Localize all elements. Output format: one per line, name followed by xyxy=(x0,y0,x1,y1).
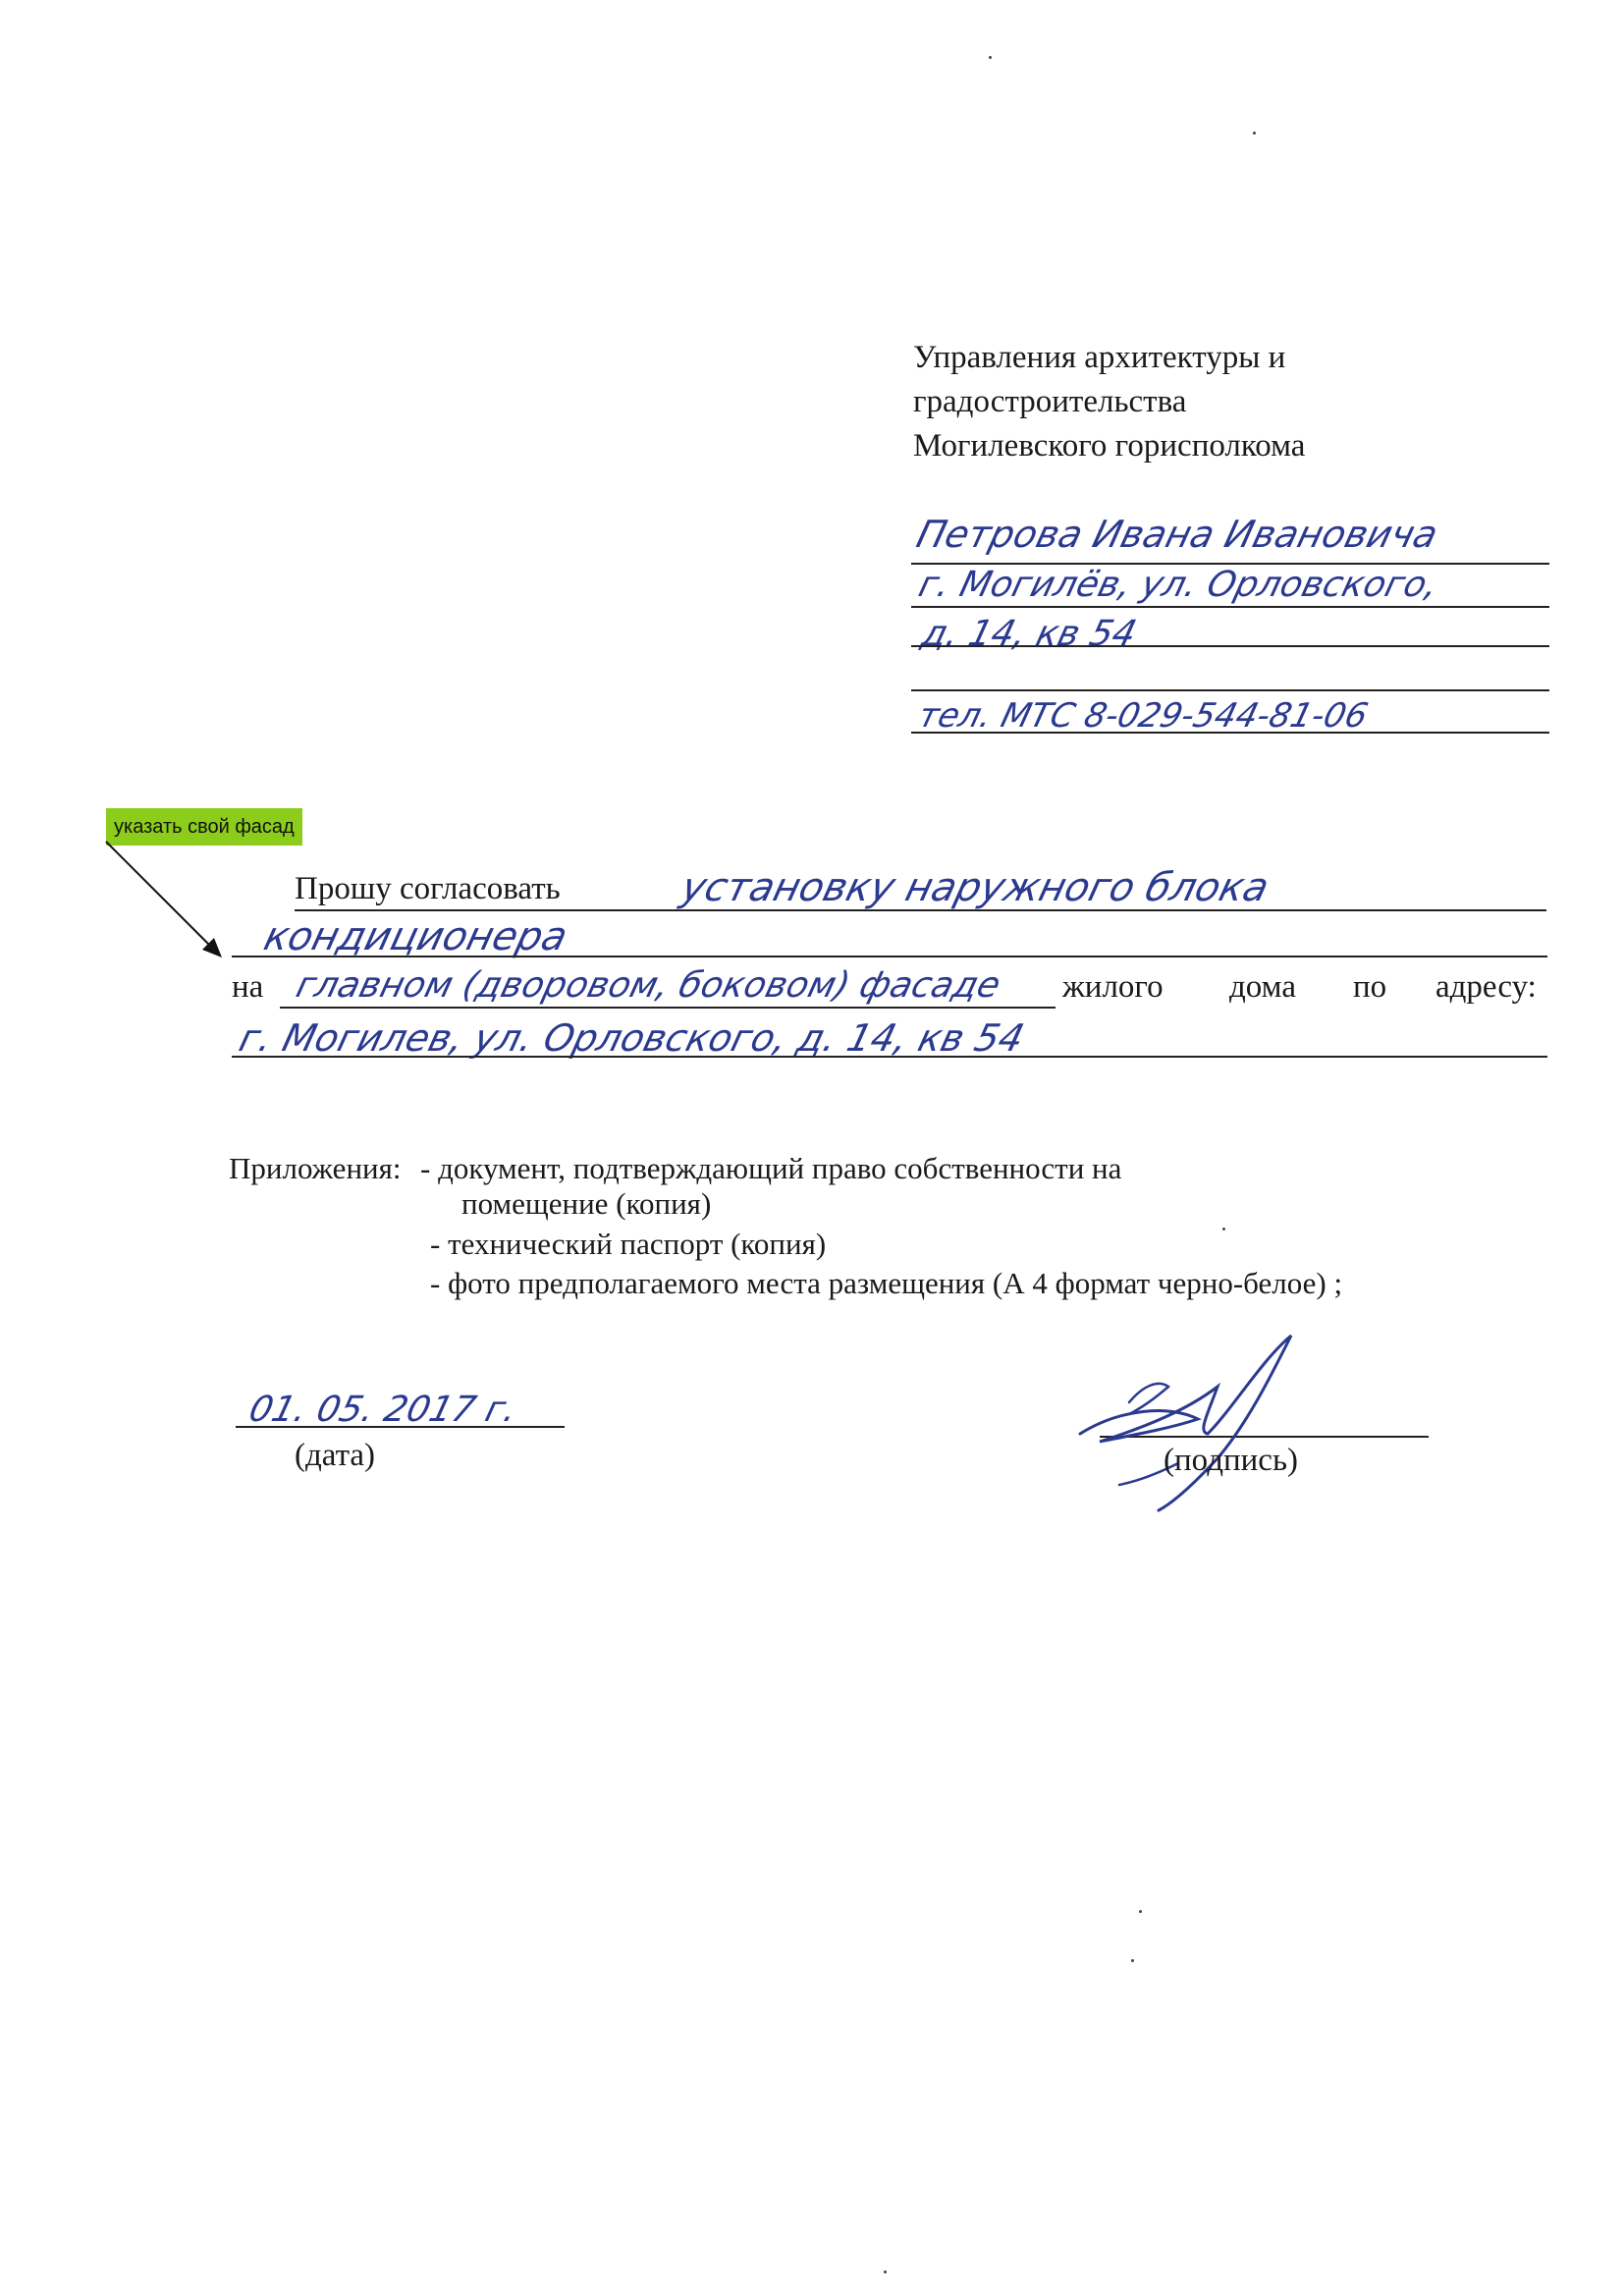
date-label: (дата) xyxy=(295,1438,376,1473)
request-tail-2: дома xyxy=(1229,969,1296,1005)
scan-speck xyxy=(1139,1910,1142,1913)
scan-speck xyxy=(884,2270,887,2273)
request-subject-1: установку наружного блока xyxy=(677,865,1273,910)
applicant-phone: тел. МТС 8-029-544-81-06 xyxy=(914,696,1372,736)
attachments-label: Приложения: xyxy=(229,1151,402,1185)
request-facade: главном (дворовом, боковом) фасаде xyxy=(292,965,1005,1006)
request-line-4 xyxy=(232,1056,1547,1058)
applicant-address-2: д. 14, кв 54 xyxy=(917,614,1141,654)
hint-badge: указать свой фасад xyxy=(106,808,302,846)
request-tail-4: адресу: xyxy=(1435,969,1537,1005)
applicant-blank-line xyxy=(911,689,1549,691)
request-address: г. Могилев, ул. Орловского, д. 14, кв 54 xyxy=(235,1016,1029,1060)
scan-speck xyxy=(1131,1959,1134,1962)
addressee-line-1: Управления архитектуры и xyxy=(913,340,1286,375)
request-tail-3: по xyxy=(1353,969,1387,1005)
applicant-name: Петрова Ивана Ивановича xyxy=(912,513,1442,556)
attachment-1-line-1: - документ, подтверждающий право собственности на xyxy=(420,1151,1122,1185)
attachment-1-line-2: помещение (копия) xyxy=(461,1186,712,1221)
scan-speck xyxy=(989,56,992,59)
attachment-3: - фото предполагаемого места размещения (А 4 формат черно-белое) ; xyxy=(430,1266,1343,1300)
hint-arrow-icon xyxy=(98,840,236,977)
request-on-label: на xyxy=(232,969,264,1005)
scan-speck xyxy=(1253,132,1256,135)
date-value: 01. 05. 2017 г. xyxy=(244,1390,521,1430)
addressee-line-2: градостроительства xyxy=(913,384,1187,419)
applicant-address-2-line xyxy=(911,645,1549,647)
request-tail-1: жилого xyxy=(1062,969,1164,1005)
request-facade-line xyxy=(280,1007,1056,1009)
addressee-line-3: Могилевского горисполкома xyxy=(913,428,1306,464)
applicant-phone-line xyxy=(911,732,1549,734)
attachment-2: - технический паспорт (копия) xyxy=(430,1227,827,1261)
signature-label: (подпись) xyxy=(1164,1443,1298,1478)
request-line-2 xyxy=(232,956,1547,957)
request-prefix: Прошу согласовать xyxy=(295,871,561,906)
applicant-address-1: г. Могилёв, ул. Орловского, xyxy=(914,565,1442,605)
request-subject-2: кондиционера xyxy=(259,914,572,959)
signature-scribble-icon xyxy=(1060,1316,1316,1512)
applicant-address-1-line xyxy=(911,606,1549,608)
scan-speck xyxy=(1222,1228,1225,1230)
date-line xyxy=(236,1426,565,1428)
